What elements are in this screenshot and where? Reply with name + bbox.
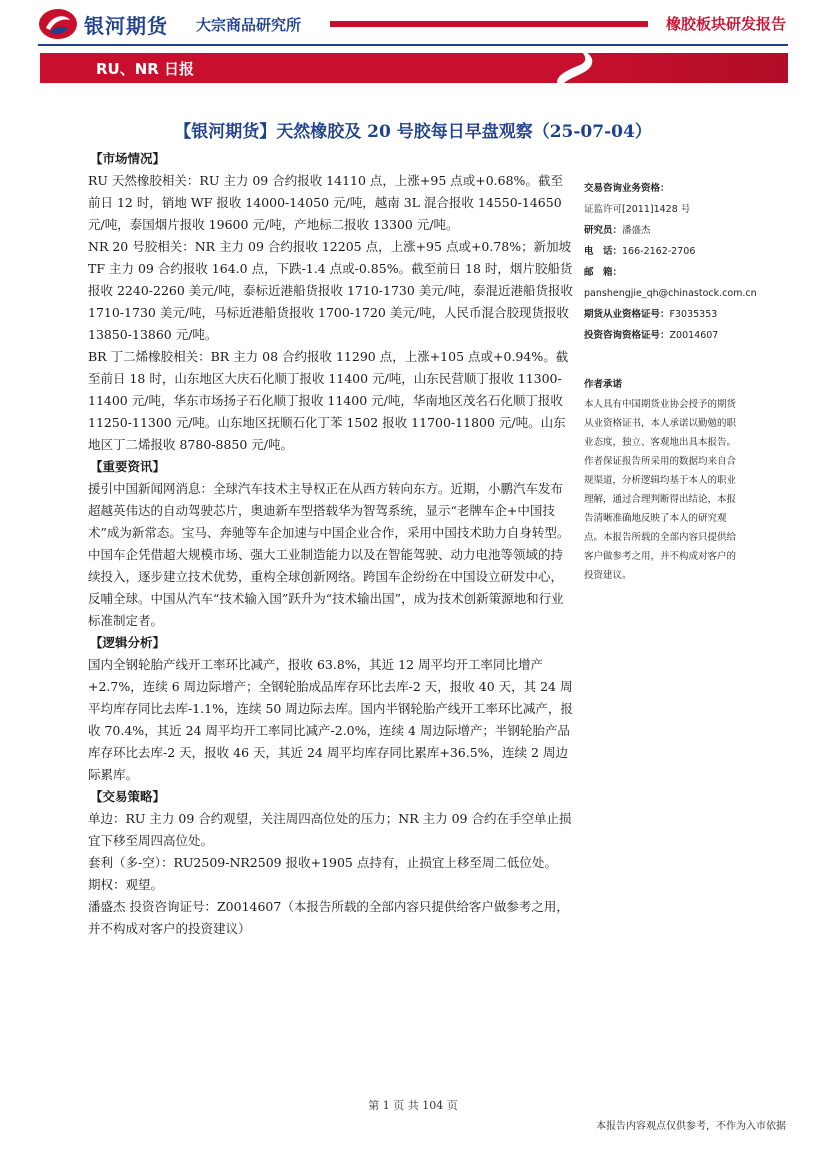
paragraph-single: 单边：RU 主力 09 合约观望，关注周四高位处的压力；NR 主力 09 合约在手空单止损宜下移至周四高位处。 (88, 811, 572, 848)
email-address[interactable]: panshengjie_qh@chinastock.com.cn (584, 288, 757, 299)
institute-name: 大宗商品研究所 (196, 16, 302, 34)
invest-cert-row (584, 325, 774, 346)
phone-row (584, 241, 774, 262)
swoosh-icon (540, 47, 600, 89)
footer-disclaimer: 本报告内容观点仅供参考，不作为入市依据 (596, 1121, 786, 1132)
page-title: 【银河期货】天然橡胶及 20 号胶每日早盘观察（25-07-04） (174, 122, 652, 142)
futures-cert-number: F3035353 (669, 309, 718, 320)
analyst-label: 研究员： (584, 225, 623, 236)
promise-line: 客户做参考之用，并不构成对客户的 (584, 551, 737, 562)
analyst-row (584, 220, 774, 241)
header-blue-rule (38, 44, 788, 46)
section-heading-logic: 【逻辑分析】 (90, 635, 166, 650)
invest-cert-number: Z0014607 (669, 330, 719, 341)
promise-text (584, 395, 774, 585)
promise-line: 业态度，独立、客观地出具本报告。 (584, 437, 737, 448)
promise-line: 作者保证报告所采用的数据均来自合 (584, 456, 737, 467)
promise-title: 作者承诺 (584, 379, 623, 390)
paragraph-nr: NR 20 号胶相关：NR 主力 09 合约报收 12205 点，上涨+95 点或+0.78%；新加坡 TF 主力 09 合约报收 164.0 点，下跌-1.4 点或-0.85%。截至前日 18 时，烟片胶船货报收 2240-2260 美元/吨，泰标近港船货报收 1710-1730 美元/吨，泰混近港船货报收 1710-1730 美元/吨，马标近港船货报收 1700-1720 美元/吨，人民币混合胶现货报收 13850-13860 元/吨。 (88, 239, 574, 342)
paragraph-arbitrage: 套利（多-空）：RU2509-NR2509 报收+1905 点持有，止损宜上移至周二低位处。 (88, 855, 557, 870)
analyst-name: 潘盛杰 (622, 225, 651, 236)
promise-line: 规渠道，分析逻辑均基于本人的职业 (584, 475, 737, 486)
promise-line: 投资建议。 (584, 570, 632, 581)
futures-cert-row (584, 304, 774, 325)
main-content (88, 148, 574, 940)
email-label: 邮 箱： (584, 267, 623, 278)
section-heading-strategy: 【交易策略】 (90, 789, 166, 804)
section-heading-market: 【市场情况】 (90, 151, 166, 166)
report-type: 橡胶板块研发报告 (665, 15, 786, 33)
invest-cert-label: 投资咨询资格证号： (584, 330, 670, 341)
report-header (0, 0, 826, 90)
promise-line: 从业资格证书，本人承诺以勤勉的职 (584, 418, 737, 429)
phone-label: 电 话： (584, 246, 623, 257)
paragraph-logic: 国内全钢轮胎产线开工率环比减产，报收 63.8%，其近 12 周平均开工率同比增产+2.7%，连续 6 周边际增产；全钢轮胎成品库存环比去库-2 天，报收 40 天，其 24 周平均库存同比去库-1.1%，连续 50 周边际去库。国内半钢轮胎产线开工率环比减产，报收 70.4%，其近 24 周平均开工率同比减产-2.0%，连续 4 周边际增产；半钢轮胎产品库存环比去库-2 天，报收 46 天，其近 24 周平均库存同比累库+36.5%，连续 2 周边际累库。 (88, 657, 573, 782)
promise-line: 点。本报告所载的全部内容只提供给 (584, 532, 737, 543)
header-red-rule (330, 21, 648, 27)
phone-number: 166-2162-2706 (622, 246, 696, 257)
paragraph-author-note: 潘盛杰 投资咨询证号：Z0014607（本报告所载的全部内容只提供给客户做参考之用，并不构成对客户的投资建议） (88, 899, 569, 936)
paragraph-option: 期权：观望。 (88, 877, 164, 892)
promise-line: 理解，通过合理判断得出结论，本报 (584, 494, 737, 505)
promise-line: 本人具有中国期货业协会授予的期货 (584, 399, 737, 410)
section-heading-news: 【重要资讯】 (90, 459, 166, 474)
qualification-title: 交易咨询业务资格： (584, 183, 670, 194)
page-number: 第 1 页 共 104 页 (368, 1099, 458, 1112)
paragraph-ru: RU 天然橡胶相关：RU 主力 09 合约报收 14110 点，上涨+95 点或+0.68%。截至前日 12 时，销地 WF 报收 14000-14050 元/吨，越南 3L 混合报收 14550-14650 元/吨，泰国烟片报收 19600 元/吨，产地标二报收 13300 元/吨。 (88, 173, 563, 232)
promise-line: 告清晰准确地反映了本人的研究观 (584, 513, 727, 524)
futures-cert-label: 期货从业资格证号： (584, 309, 670, 320)
qualification-value: 证监许可[2011]1428 号 (584, 204, 691, 215)
sidebar (584, 178, 774, 585)
brand-name: 银河期货 (84, 14, 168, 38)
paragraph-br: BR 丁二烯橡胶相关：BR 主力 08 合约报收 11290 点，上涨+105 点或+0.94%。截至前日 18 时，山东地区大庆石化顺丁报收 11400 元/吨，山东民营顺丁报收 11300-11400 元/吨，华东市场扬子石化顺丁报收 11400 元/吨，华南地区茂名石化顺丁报收 11250-11300 元/吨。山东地区抚顺石化丁苯 1502 报收 11700-11800 元/吨。山东地区丁二烯报收 8780-8850 元/吨。 (88, 349, 569, 452)
paragraph-news: 援引中国新闻网消息：全球汽车技术主导权正在从西方转向东方。近期，小鹏汽车发布超越英伟达的自动驾驶芯片，奥迪新车型搭载华为智驾系统，显示“老牌车企+中国技术”成为新常态。宝马、奔驰等车企加速与中国企业合作，采用中国技术助力自身转型。中国车企凭借超大规模市场、强大工业制造能力以及在智能驾驶、动力电池等领域的持续投入，逐步建立技术优势，重构全球创新网络。跨国车企纷纷在中国设立研发中心，反哺全球。中国从汽车“技术输入国”跃升为“技术输出国”，成为技术创新策源地和行业标准制定者。 (88, 481, 570, 628)
galaxy-logo-icon (38, 8, 78, 40)
band-label: RU、NR 日报 (96, 60, 195, 78)
